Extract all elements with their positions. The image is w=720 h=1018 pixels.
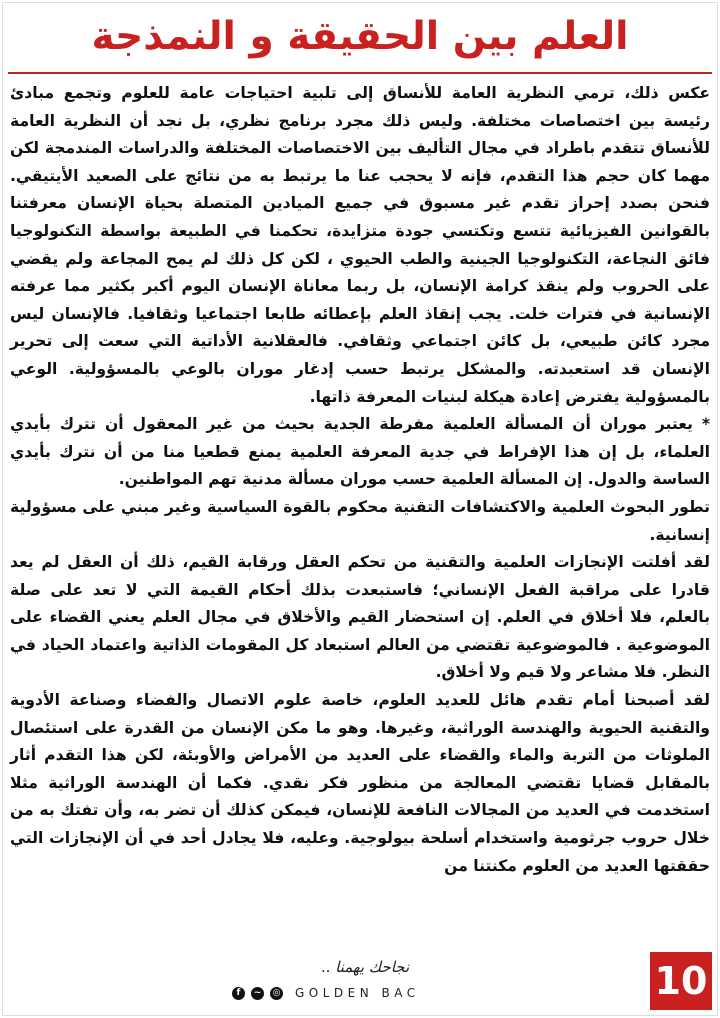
instagram-icon[interactable]: ◎ — [270, 987, 283, 1000]
title-divider — [8, 72, 712, 74]
page-number-badge: 10 — [650, 952, 712, 1010]
article-body — [10, 80, 710, 880]
brand-name: GOLDEN BAC — [295, 986, 420, 1000]
signature-text: نجاحك يهمنا .. — [320, 958, 410, 976]
social-links — [232, 986, 420, 1000]
paragraph-4: لقد أفلتت الإنجازات العلمية والتقنية من تحكم العقل ورقابة القيم، ذلك أن العقل لم يعد قادرا على مراقبة الفعل الإنساني؛ فاستبعدت بذلك أحكام القيمة التي لا تعد على صلة بالعلم، فلا أخلاق في العلم. إن استحضار القيم والأخلاق في مجال العلم يعني القضاء على الموضوعية . فالموضوعية تقتضي من العالم استبعاد كل المقومات الذاتية واعتماد الحياد في النظر. فلا مشاعر ولا قيم ولا أخلاق. — [10, 553, 710, 682]
footer — [0, 952, 720, 1018]
page-title: العلم بين الحقيقة و النمذجة — [91, 14, 629, 59]
paragraph-1: عكس ذلك، ترمي النظرية العامة للأنساق إلى تلبية احتياجات عامة للعلوم وتجمع مبادئ رئيسة بين اختصاصات مختلفة. وليس ذلك مجرد برنامج نظري، بل نجد أن النظرية العامة للأنساق تتقدم باطراد في مجال التأليف بين الاختصاصات المختلفة والدراسات المندمجة لكن مهما كان حجم هذا التقدم، فإنه لا يحجب عنا ما يرتبط به من نتائج على الصعيد الأيتيقي. فنحن بصدد إحراز تقدم غير مسبوق في جميع الميادين المتصلة بحياة الإنسان معرفتنا بالقوانين الفيزيائية تتسع وتكتسي جودة متزايدة، تحكمنا في الطبيعة بواسطة التكنولوجيا فائق النجاعة، التكنولوجيا الجينية والطب الحيوي ، لكن كل ذلك لم يمح المجاعة ولم يقضي على الحروب ولم ينقذ كرامة الإنسان، بل ربما معاناة الإنسان اليوم أكبر بكثير مما عرفته الإنسانية في فترات خلت. يجب إنقاذ العلم بإعطائه طابعا اجتماعيا وثقافيا. فالإنسان ليس مجرد كائن طبيعي، بل كائن اجتماعي وثقافي. فالعقلانية الأداتية التي سعت إلى تحرير الإنسان قد استعبدته. والمشكل يرتبط حسب إدغار موران بالوعي بالمسؤولية. الوعي بالمسؤولية يفترض إعادة هيكلة لبنيات المعرفة ذاتها. — [10, 84, 710, 406]
paragraph-3: تطور البحوث العلمية والاكتشافات التقنية محكوم بالقوة السياسية وغير مبني على مسؤولية إنسانية. — [10, 497, 710, 544]
paragraph-5: لقد أصبحنا أمام تقدم هائل للعديد العلوم، خاصة علوم الاتصال والفضاء وصناعة الأدوية والتقنية الحيوية والهندسة الوراثية، وغيرها. وهو ما مكن الإنسان من القدرة على استئصال الملوثات من التربة والماء والقضاء على العديد من الأمراض والأوبئة، لكن هذا التقدم أثار بالمقابل قضايا تقتضي المعالجة من منظور فكر نقدي. فكما أن الهندسة الوراثية مثلا استخدمت في العديد من المجالات النافعة للإنسان، فيمكن كذلك أن تضر به، وأن تفتك به من خلال حروب جرثومية واستخدام أسلحة بيولوجية. وعليه، فلا يجادل أحد في أن الإنجازات التي حققتها العديد من العلوم مكنتنا من — [10, 691, 710, 875]
paragraph-2: * يعتبر موران أن المسألة العلمية مفرطة الجدية بحيث من غير المعقول أن تترك بأيدي العلماء، بل إن هذا الإفراط في جدية المعرفة العلمية يمنع قطعيا منا من أن نترك بأيدي الساسة والدول. إن المسألة العلمية حسب موران مسألة مدنية تهم المواطنين. — [10, 415, 710, 489]
facebook-icon[interactable]: f — [232, 987, 245, 1000]
messenger-icon[interactable]: ~ — [251, 987, 264, 1000]
